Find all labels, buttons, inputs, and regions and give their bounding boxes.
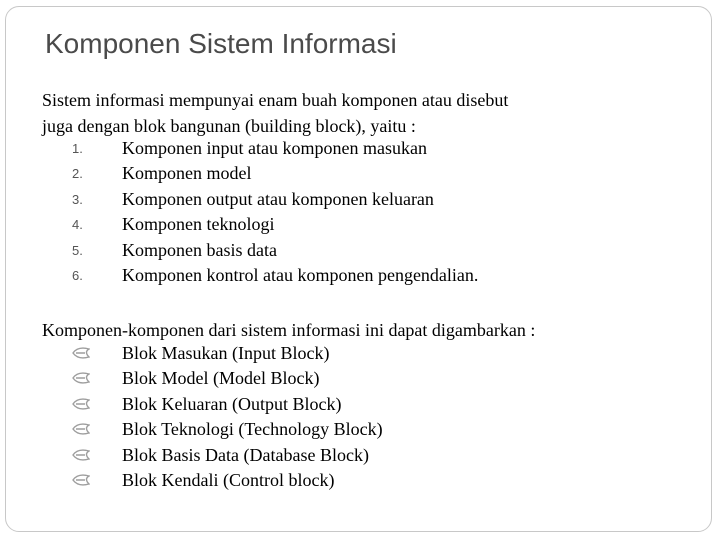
list-item-text: Komponen input atau komponen masukan — [122, 138, 427, 158]
leaf-bullet-icon — [72, 422, 90, 436]
list-item-text: Komponen teknologi — [122, 214, 275, 235]
slide-title: Komponen Sistem Informasi — [45, 28, 397, 59]
list-item-text: Komponen output atau komponen keluaran — [122, 188, 434, 209]
leaf-bullet-icon — [72, 448, 90, 462]
leaf-bullet-icon — [72, 473, 90, 487]
list-item-text: Blok Kendali (Control block) — [122, 469, 335, 490]
leaf-bullet-icon — [72, 371, 90, 385]
list-number: 3. — [72, 191, 83, 207]
list-number: 1. — [72, 141, 83, 156]
intro-paragraph — [42, 87, 508, 139]
list-number: 5. — [72, 242, 83, 258]
list-item-text: Blok Model (Model Block) — [122, 368, 320, 389]
list-number: 4. — [72, 217, 83, 233]
list-item-text: Komponen model — [122, 163, 252, 184]
intro-line-2: juga dengan blok bangunan (building block), yaitu : — [42, 116, 416, 136]
list-item-text: Blok Keluaran (Output Block) — [122, 393, 342, 414]
second-intro-paragraph: Komponen-komponen dari sistem informasi ini dapat digambarkan : — [42, 320, 536, 340]
list-item-text: Komponen basis data — [122, 239, 277, 260]
list-item-text: Blok Masukan (Input Block) — [122, 343, 330, 363]
list-number: 6. — [72, 267, 83, 283]
leaf-bullet-icon — [72, 397, 90, 411]
list-item-text: Komponen kontrol atau komponen pengendalian. — [122, 264, 479, 285]
list-item-text: Blok Teknologi (Technology Block) — [122, 419, 383, 440]
intro-line-1: Sistem informasi mempunyai enam buah komponen atau disebut — [42, 90, 509, 110]
list-item-text: Blok Basis Data (Database Block) — [122, 444, 369, 465]
list-number: 2. — [72, 166, 83, 182]
leaf-bullet-icon — [72, 346, 90, 360]
